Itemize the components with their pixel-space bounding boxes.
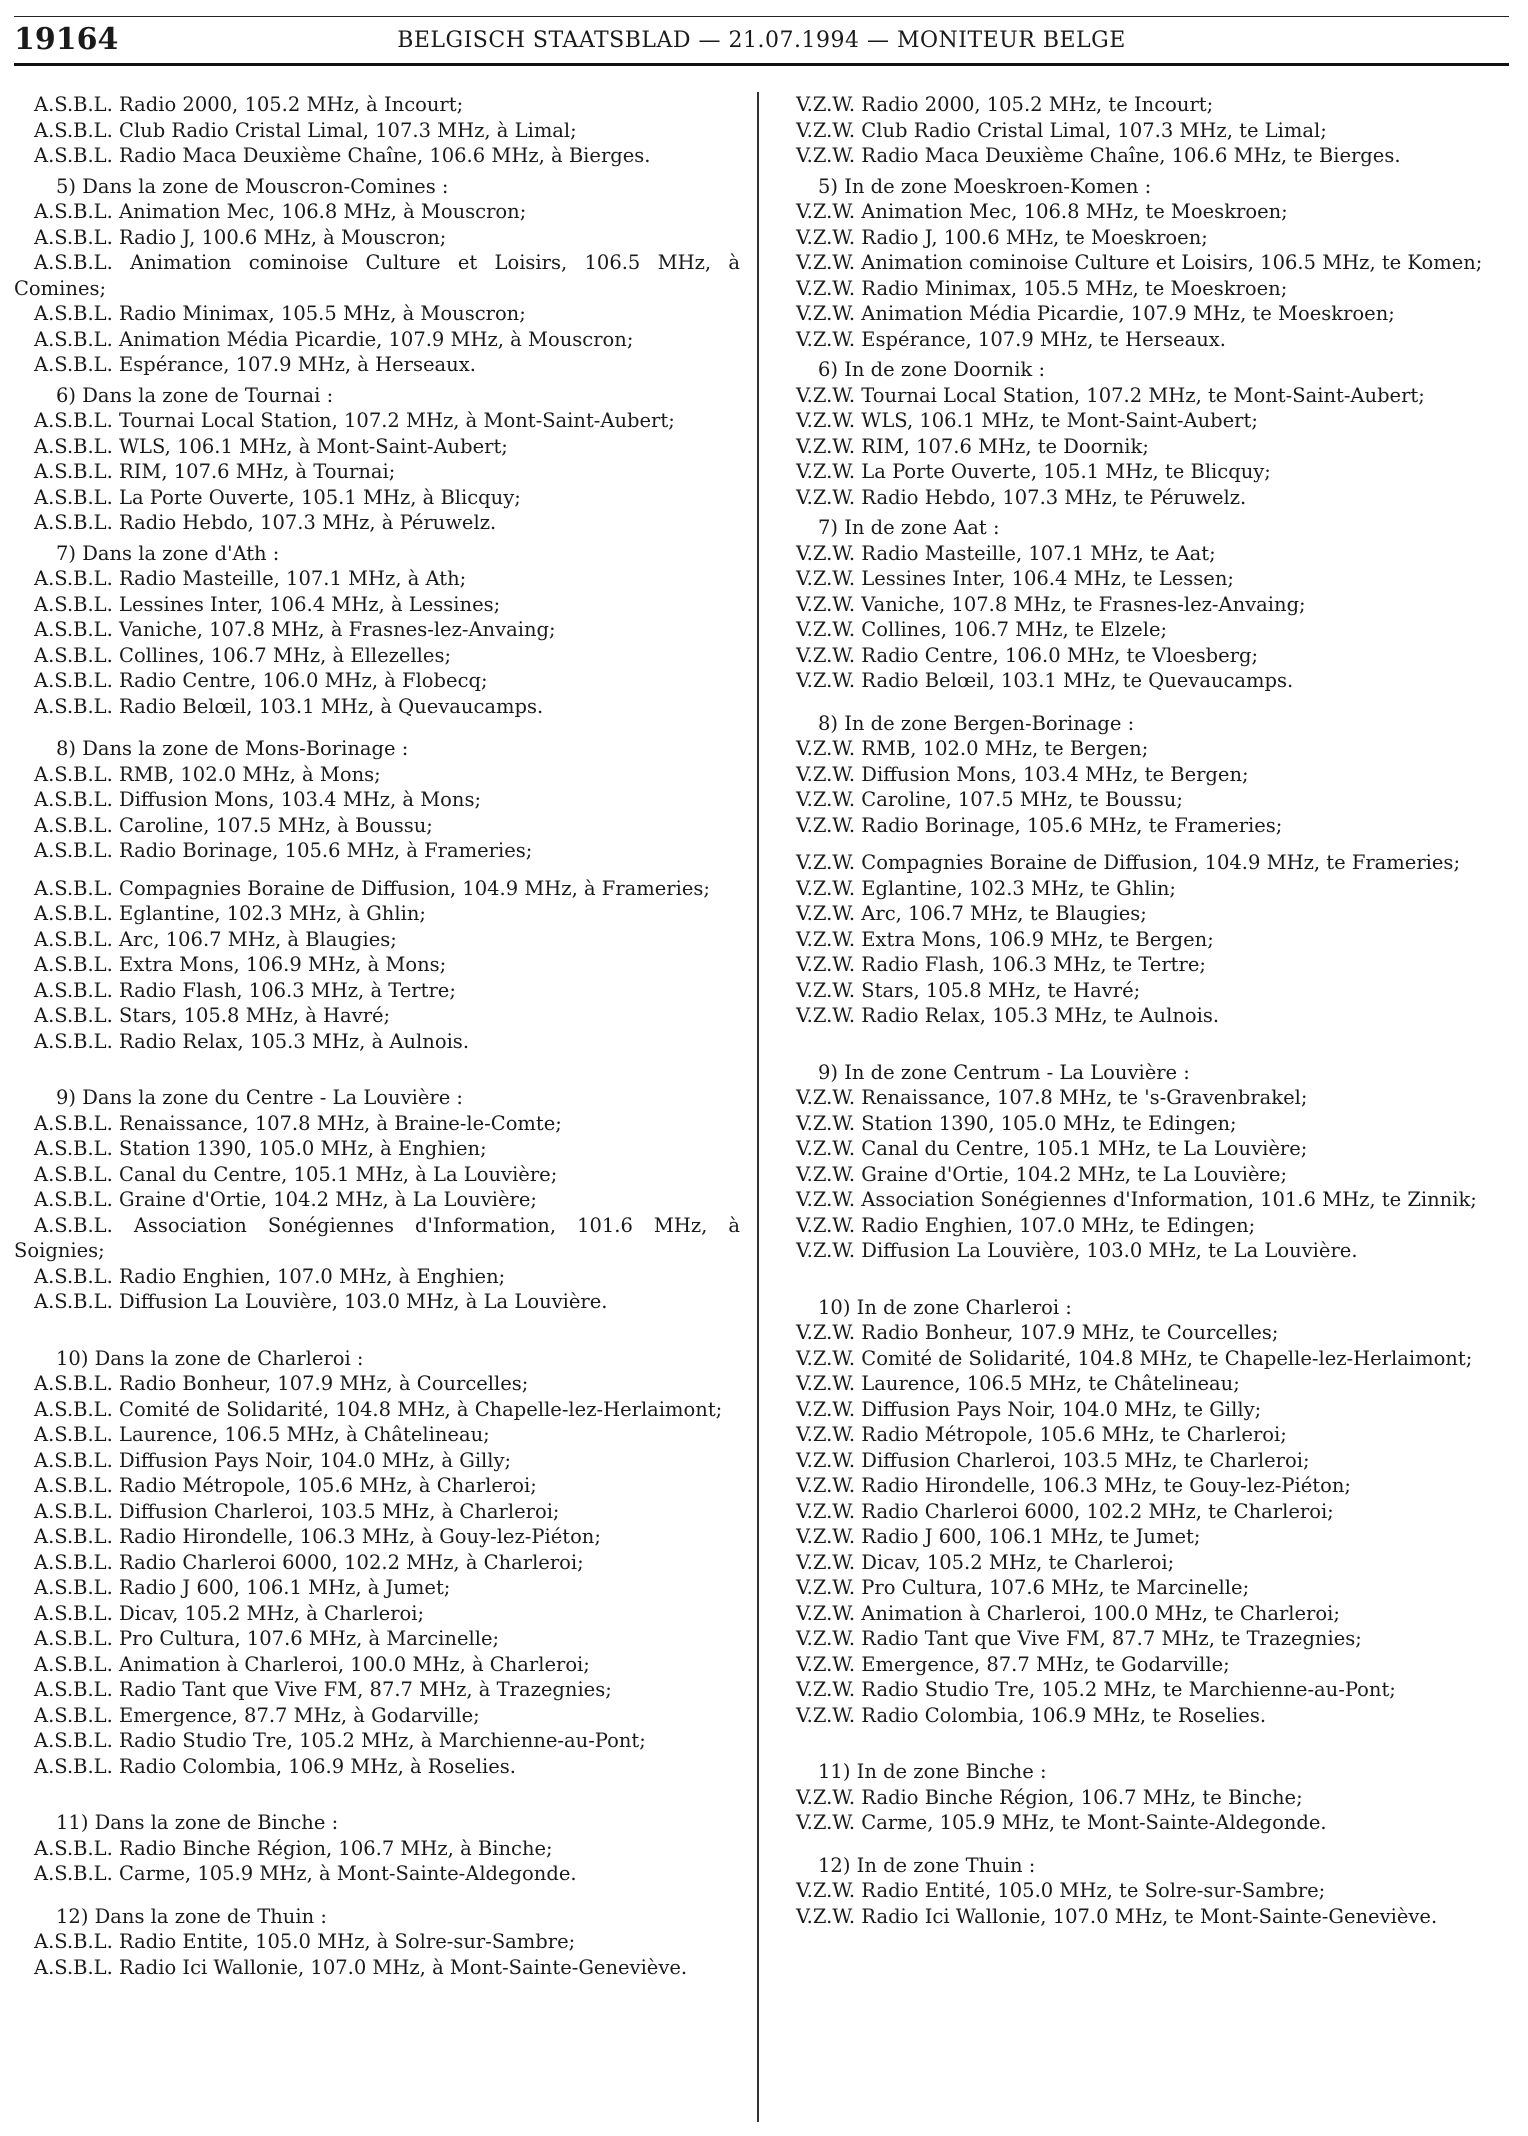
station-entry: A.S.B.L. Radio Colombia, 106.9 MHz, à Roselies. bbox=[34, 1754, 516, 1778]
page-number: 19164 bbox=[14, 22, 119, 57]
zone-heading: 12) In de zone Thuin : bbox=[818, 1853, 1036, 1877]
station-entry: A.S.B.L. Diffusion La Louvière, 103.0 MHz, à La Louvière. bbox=[34, 1290, 608, 1313]
station-entry: V.Z.W. Pro Cultura, 107.6 MHz, te Marcinelle; bbox=[796, 1576, 1250, 1599]
station-entry: V.Z.W. Radio Borinage, 105.6 MHz, te Frameries; bbox=[796, 813, 1283, 837]
station-entry: V.Z.W. Collines, 106.7 MHz, te Elzele; bbox=[796, 618, 1168, 641]
station-entry: V.Z.W. Radio Bonheur, 107.9 MHz, te Courcelles; bbox=[796, 1321, 1279, 1344]
spacer bbox=[14, 1315, 740, 1341]
station-entry: A.S.B.L. Arc, 106.7 MHz, à Blaugies; bbox=[34, 927, 397, 951]
station-entry: V.Z.W. Association Sonégiennes d'Information, 101.6 MHz, te Zinnik; bbox=[796, 1188, 1477, 1211]
station-entry: V.Z.W. Radio Centre, 106.0 MHz, te Vloesberg; bbox=[796, 643, 1259, 667]
station-entry: V.Z.W. Radio Entité, 105.0 MHz, te Solre-sur-Sambre; bbox=[796, 1879, 1326, 1902]
station-entry: V.Z.W. Renaissance, 107.8 MHz, te 's-Gravenbrakel; bbox=[796, 1086, 1308, 1109]
station-entry: A.S.B.L. RMB, 102.0 MHz, à Mons; bbox=[34, 762, 381, 786]
station-entry: V.Z.W. Radio Flash, 106.3 MHz, te Tertre; bbox=[796, 953, 1206, 976]
station-entry: A.S.B.L. Diffusion Charleroi, 103.5 MHz, à Charleroi; bbox=[34, 1499, 560, 1523]
station-entry: A.S.B.L. Radio Entite, 105.0 MHz, à Solre-sur-Sambre; bbox=[34, 1930, 576, 1953]
station-entry: A.S.B.L. Espérance, 107.9 MHz, à Herseaux. bbox=[34, 353, 476, 376]
station-entry: A.S.B.L. Radio Enghien, 107.0 MHz, à Enghien; bbox=[34, 1264, 506, 1288]
station-entry: A.S.B.L. Radio Belœil, 103.1 MHz, à Quevaucamps. bbox=[34, 694, 544, 718]
station-entry: V.Z.W. Radio Binche Région, 106.7 MHz, te Binche; bbox=[796, 1785, 1303, 1809]
station-entry: A.S.B.L. La Porte Ouverte, 105.1 MHz, à Blicquy; bbox=[34, 485, 521, 509]
header-rule bbox=[14, 63, 1509, 66]
station-entry: A.S.B.L. Carme, 105.9 MHz, à Mont-Sainte-Aldegonde. bbox=[34, 1862, 577, 1885]
station-entry: A.S.B.L. Radio Charleroi 6000, 102.2 MHz, à Charleroi; bbox=[34, 1550, 584, 1574]
station-entry: A.S.B.L. Diffusion Pays Noir, 104.0 MHz, à Gilly; bbox=[34, 1448, 512, 1472]
station-entry: V.Z.W. Espérance, 107.9 MHz, te Herseaux. bbox=[796, 327, 1226, 351]
station-entry: A.S.B.L. Stars, 105.8 MHz, à Havré; bbox=[34, 1004, 391, 1027]
station-entry: A.S.B.L. Radio Hirondelle, 106.3 MHz, à Gouy-lez-Piéton; bbox=[34, 1525, 601, 1548]
station-entry: V.Z.W. Compagnies Boraine de Diffusion, 104.9 MHz, te Frameries; bbox=[796, 851, 1461, 874]
station-entry: A.S.B.L. Association Sonégiennes d'Information, 101.6 MHz, à Soignies; bbox=[14, 1213, 740, 1262]
station-entry: V.Z.W. Radio Studio Tre, 105.2 MHz, te Marchienne-au-Pont; bbox=[796, 1678, 1396, 1701]
station-entry: A.S.B.L. Animation Mec, 106.8 MHz, à Mouscron; bbox=[34, 200, 527, 223]
station-entry: V.Z.W. Club Radio Cristal Limal, 107.3 MHz, te Limal; bbox=[796, 118, 1327, 142]
station-entry: V.Z.W. Emergence, 87.7 MHz, te Godarville; bbox=[796, 1652, 1230, 1676]
zone-heading: 12) Dans la zone de Thuin : bbox=[56, 1904, 327, 1928]
zone-heading: 10) In de zone Charleroi : bbox=[818, 1295, 1072, 1319]
station-entry: A.S.B.L. Lessines Inter, 106.4 MHz, à Lessines; bbox=[34, 592, 501, 616]
station-entry: V.Z.W. Radio Hebdo, 107.3 MHz, te Péruwelz. bbox=[796, 485, 1247, 509]
zone-heading: 7) Dans la zone d'Ath : bbox=[56, 541, 280, 565]
station-entry: A.S.B.L. Radio Relax, 105.3 MHz, à Aulnois. bbox=[34, 1029, 470, 1053]
station-entry: V.Z.W. WLS, 106.1 MHz, te Mont-Saint-Aubert; bbox=[796, 409, 1258, 432]
station-entry: V.Z.W. Eglantine, 102.3 MHz, te Ghlin; bbox=[796, 876, 1176, 900]
station-entry: A.S.B.L. Radio Minimax, 105.5 MHz, à Mouscron; bbox=[34, 302, 526, 325]
station-entry: V.Z.W. Diffusion Mons, 103.4 MHz, te Bergen; bbox=[796, 762, 1249, 786]
station-entry: V.Z.W. Radio Ici Wallonie, 107.0 MHz, te Mont-Sainte-Geneviève. bbox=[796, 1904, 1438, 1928]
station-entry: V.Z.W. Radio Charleroi 6000, 102.2 MHz, te Charleroi; bbox=[796, 1499, 1334, 1523]
station-entry: A.S.B.L. Station 1390, 105.0 MHz, à Enghien; bbox=[34, 1137, 487, 1160]
page-header bbox=[14, 22, 1509, 60]
station-entry: A.S.B.L. Tournai Local Station, 107.2 MHz, à Mont-Saint-Aubert; bbox=[34, 409, 675, 432]
station-entry: V.Z.W. Radio Hirondelle, 106.3 MHz, te Gouy-lez-Piéton; bbox=[796, 1474, 1351, 1497]
station-entry: V.Z.W. RIM, 107.6 MHz, te Doornik; bbox=[796, 434, 1149, 458]
station-entry: A.S.B.L. Radio Centre, 106.0 MHz, à Flobecq; bbox=[34, 669, 488, 692]
station-entry: V.Z.W. Station 1390, 105.0 MHz, te Edingen; bbox=[796, 1111, 1237, 1135]
station-entry: V.Z.W. Radio 2000, 105.2 MHz, te Incourt; bbox=[796, 93, 1214, 116]
station-entry: V.Z.W. Radio Métropole, 105.6 MHz, te Charleroi; bbox=[796, 1423, 1287, 1446]
station-entry: A.S.B.L. Animation à Charleroi, 100.0 MHz, à Charleroi; bbox=[34, 1652, 590, 1676]
station-entry: V.Z.W. Radio Masteille, 107.1 MHz, te Aat; bbox=[796, 541, 1216, 565]
station-entry: A.S.B.L. Compagnies Boraine de Diffusion, 104.9 MHz, à Frameries; bbox=[34, 876, 710, 900]
zone-heading: 8) In de zone Bergen-Borinage : bbox=[818, 711, 1135, 735]
zone-heading: 11) In de zone Binche : bbox=[818, 1760, 1047, 1783]
station-entry: A.S.B.L. Graine d'Ortie, 104.2 MHz, à La Louvière; bbox=[34, 1188, 537, 1211]
spacer bbox=[14, 864, 740, 876]
station-entry: A.S.B.L. Caroline, 107.5 MHz, à Boussu; bbox=[34, 813, 433, 837]
station-entry: A.S.B.L. Pro Cultura, 107.6 MHz, à Marcinelle; bbox=[34, 1627, 500, 1650]
spacer bbox=[776, 1029, 1502, 1055]
station-entry: A.S.B.L. Radio Maca Deuxième Chaîne, 106.6 MHz, à Bierges. bbox=[34, 144, 651, 167]
station-entry: V.Z.W. Radio Enghien, 107.0 MHz, te Edingen; bbox=[796, 1213, 1256, 1237]
zone-heading: 6) In de zone Doornik : bbox=[818, 358, 1046, 381]
station-entry: V.Z.W. La Porte Ouverte, 105.1 MHz, te Blicquy; bbox=[796, 460, 1271, 483]
zone-heading: 11) Dans la zone de Binche : bbox=[56, 1811, 339, 1834]
zone-heading: 5) Dans la zone de Mouscron-Comines : bbox=[56, 174, 449, 198]
station-entry: V.Z.W. Tournai Local Station, 107.2 MHz, te Mont-Saint-Aubert; bbox=[796, 383, 1425, 407]
station-entry: A.S.B.L. Renaissance, 107.8 MHz, à Braine-le-Comte; bbox=[34, 1111, 562, 1135]
station-entry: V.Z.W. RMB, 102.0 MHz, te Bergen; bbox=[796, 737, 1149, 760]
station-entry: A.S.B.L. Canal du Centre, 105.1 MHz, à La Louvière; bbox=[34, 1162, 558, 1186]
station-entry: A.S.B.L. RIM, 107.6 MHz, à Tournai; bbox=[34, 460, 396, 483]
station-entry: V.Z.W. Radio Maca Deuxième Chaîne, 106.6 MHz, te Bierges. bbox=[796, 144, 1401, 167]
station-entry: A.S.B.L. Radio 2000, 105.2 MHz, à Incourt; bbox=[34, 93, 464, 116]
station-entry: A.S.B.L. Animation Média Picardie, 107.9 MHz, à Mouscron; bbox=[34, 327, 634, 351]
station-entry: V.Z.W. Lessines Inter, 106.4 MHz, te Lessen; bbox=[796, 567, 1234, 590]
station-entry: V.Z.W. Radio Colombia, 106.9 MHz, te Roselies. bbox=[796, 1703, 1267, 1727]
station-entry: A.S.B.L. Extra Mons, 106.9 MHz, à Mons; bbox=[34, 953, 447, 976]
station-entry: V.Z.W. Diffusion La Louvière, 103.0 MHz, te La Louvière. bbox=[796, 1239, 1358, 1262]
station-entry: A.S.B.L. Radio J, 100.6 MHz, à Mouscron; bbox=[34, 225, 447, 249]
station-entry: V.Z.W. Dicav, 105.2 MHz, te Charleroi; bbox=[796, 1550, 1175, 1574]
station-entry: A.S.B.L. Radio J 600, 106.1 MHz, à Jumet; bbox=[34, 1576, 451, 1599]
station-entry: V.Z.W. Radio Belœil, 103.1 MHz, te Quevaucamps. bbox=[796, 669, 1294, 692]
station-entry: A.S.B.L. Radio Bonheur, 107.9 MHz, à Courcelles; bbox=[34, 1372, 529, 1395]
station-entry: A.S.B.L. WLS, 106.1 MHz, à Mont-Saint-Aubert; bbox=[34, 434, 508, 458]
column-divider bbox=[757, 92, 759, 2122]
station-entry: V.Z.W. Radio J 600, 106.1 MHz, te Jumet; bbox=[796, 1525, 1201, 1548]
spacer bbox=[776, 1728, 1502, 1754]
station-entry: A.S.B.L. Club Radio Cristal Limal, 107.3 MHz, à Limal; bbox=[34, 118, 577, 142]
station-entry: V.Z.W. Extra Mons, 106.9 MHz, te Bergen; bbox=[796, 927, 1214, 951]
station-entry: A.S.B.L. Collines, 106.7 MHz, à Ellezelles; bbox=[34, 643, 452, 667]
station-entry: V.Z.W. Radio Minimax, 105.5 MHz, te Moeskroen; bbox=[796, 276, 1288, 300]
zone-heading: 5) In de zone Moeskroen-Komen : bbox=[818, 174, 1152, 198]
spacer bbox=[14, 1054, 740, 1080]
station-entry: A.S.B.L. Radio Studio Tre, 105.2 MHz, à Marchienne-au-Pont; bbox=[34, 1729, 646, 1752]
station-entry: V.Z.W. Canal du Centre, 105.1 MHz, te La Louvière; bbox=[796, 1137, 1308, 1160]
spacer bbox=[776, 838, 1502, 850]
station-entry: A.S.B.L. Radio Binche Région, 106.7 MHz, à Binche; bbox=[34, 1836, 553, 1860]
spacer bbox=[776, 1836, 1502, 1848]
station-entry: A.S.B.L. Comité de Solidarité, 104.8 MHz, à Chapelle-lez-Herlaimont; bbox=[34, 1397, 723, 1421]
station-entry: V.Z.W. Carme, 105.9 MHz, te Mont-Sainte-Aldegonde. bbox=[796, 1811, 1327, 1834]
page-title: BELGISCH STAATSBLAD — 21.07.1994 — MONITEUR BELGE bbox=[397, 28, 1126, 53]
station-entry: A.S.B.L. Radio Tant que Vive FM, 87.7 MHz, à Trazegnies; bbox=[34, 1678, 612, 1701]
station-entry: A.S.B.L. Animation cominoise Culture et Loisirs, 106.5 MHz, à Comines; bbox=[14, 251, 740, 300]
station-entry: V.Z.W. Diffusion Charleroi, 103.5 MHz, te Charleroi; bbox=[796, 1448, 1310, 1472]
station-entry: V.Z.W. Animation à Charleroi, 100.0 MHz, te Charleroi; bbox=[796, 1601, 1340, 1625]
spacer bbox=[14, 1779, 740, 1805]
station-entry: V.Z.W. Animation cominoise Culture et Loisirs, 106.5 MHz, te Komen; bbox=[796, 251, 1483, 274]
spacer bbox=[776, 1264, 1502, 1290]
station-entry: V.Z.W. Radio Tant que Vive FM, 87.7 MHz, te Trazegnies; bbox=[796, 1627, 1362, 1650]
station-entry: A.S.B.L. Radio Masteille, 107.1 MHz, à Ath; bbox=[34, 567, 467, 590]
zone-heading: 7) In de zone Aat : bbox=[818, 516, 1000, 539]
zone-heading: 6) Dans la zone de Tournai : bbox=[56, 383, 334, 407]
zone-heading: 10) Dans la zone de Charleroi : bbox=[56, 1346, 364, 1370]
station-entry: V.Z.W. Arc, 106.7 MHz, te Blaugies; bbox=[796, 902, 1147, 925]
station-entry: A.S.B.L. Radio Hebdo, 107.3 MHz, à Péruwelz. bbox=[34, 511, 497, 534]
station-entry: V.Z.W. Stars, 105.8 MHz, te Havré; bbox=[796, 978, 1141, 1002]
station-entry: A.S.B.L. Emergence, 87.7 MHz, à Godarville; bbox=[34, 1703, 480, 1727]
right-column-dutch bbox=[776, 92, 1502, 1929]
header-top-rule bbox=[14, 16, 1509, 17]
station-entry: V.Z.W. Diffusion Pays Noir, 104.0 MHz, te Gilly; bbox=[796, 1397, 1262, 1421]
station-entry: A.S.B.L. Eglantine, 102.3 MHz, à Ghlin; bbox=[34, 902, 426, 925]
station-entry: A.S.B.L. Vaniche, 107.8 MHz, à Frasnes-lez-Anvaing; bbox=[34, 618, 556, 641]
station-entry: A.S.B.L. Diffusion Mons, 103.4 MHz, à Mons; bbox=[34, 788, 482, 811]
station-entry: A.S.B.L. Radio Métropole, 105.6 MHz, à Charleroi; bbox=[34, 1474, 537, 1497]
spacer bbox=[14, 719, 740, 731]
station-entry: V.Z.W. Animation Mec, 106.8 MHz, te Moeskroen; bbox=[796, 200, 1288, 223]
station-entry: V.Z.W. Laurence, 106.5 MHz, te Châtelineau; bbox=[796, 1372, 1240, 1395]
station-entry: A.S.B.L. Laurence, 106.5 MHz, à Châtelineau; bbox=[34, 1423, 490, 1446]
station-entry: V.Z.W. Radio J, 100.6 MHz, te Moeskroen; bbox=[796, 225, 1208, 249]
spacer bbox=[14, 1887, 740, 1899]
station-entry: V.Z.W. Radio Relax, 105.3 MHz, te Aulnois. bbox=[796, 1004, 1220, 1027]
station-entry: V.Z.W. Animation Média Picardie, 107.9 MHz, te Moeskroen; bbox=[796, 302, 1395, 325]
station-entry: V.Z.W. Graine d'Ortie, 104.2 MHz, te La Louvière; bbox=[796, 1162, 1288, 1186]
station-entry: A.S.B.L. Radio Borinage, 105.6 MHz, à Frameries; bbox=[34, 839, 533, 862]
station-entry: V.Z.W. Comité de Solidarité, 104.8 MHz, te Chapelle-lez-Herlaimont; bbox=[796, 1346, 1473, 1370]
zone-heading: 9) In de zone Centrum - La Louvière : bbox=[818, 1060, 1190, 1084]
station-entry: A.S.B.L. Radio Flash, 106.3 MHz, à Tertre; bbox=[34, 978, 456, 1002]
station-entry: V.Z.W. Caroline, 107.5 MHz, te Boussu; bbox=[796, 788, 1183, 811]
zone-heading: 9) Dans la zone du Centre - La Louvière : bbox=[56, 1086, 463, 1109]
station-entry: A.S.B.L. Dicav, 105.2 MHz, à Charleroi; bbox=[34, 1601, 425, 1625]
station-entry: V.Z.W. Vaniche, 107.8 MHz, te Frasnes-lez-Anvaing; bbox=[796, 592, 1306, 616]
zone-heading: 8) Dans la zone de Mons-Borinage : bbox=[56, 737, 409, 760]
station-entry: A.S.B.L. Radio Ici Wallonie, 107.0 MHz, à Mont-Sainte-Geneviève. bbox=[34, 1955, 688, 1979]
left-column-french bbox=[14, 92, 740, 1980]
spacer bbox=[776, 694, 1502, 706]
